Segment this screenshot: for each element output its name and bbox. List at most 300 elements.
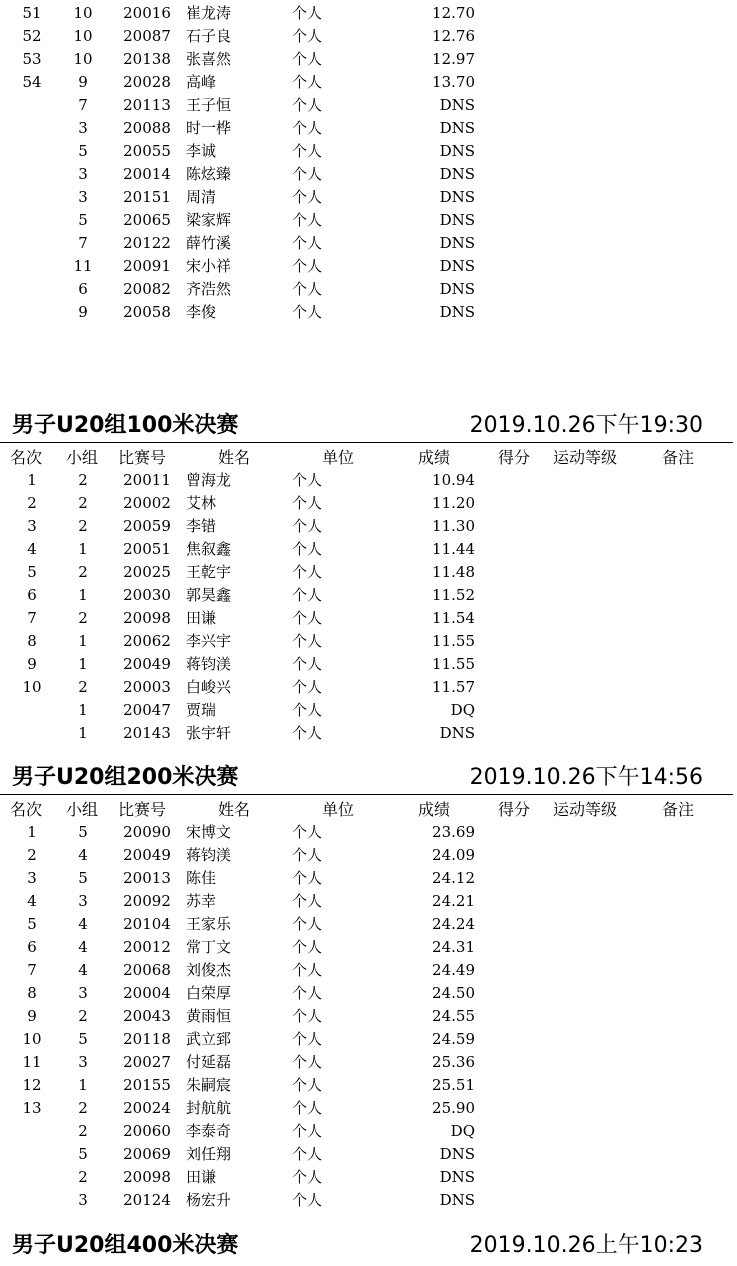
- group-cell: 5: [78, 823, 88, 841]
- header-points: 得分: [498, 448, 531, 467]
- event-title: 男子U20组200米决赛: [12, 765, 239, 790]
- table-row: [0, 699, 737, 722]
- group-cell: 1: [78, 632, 88, 650]
- table-row: [0, 538, 737, 561]
- athlete-name-cell: 陈佳: [186, 869, 217, 887]
- group-cell: 2: [78, 1122, 88, 1140]
- athlete-name-cell: 高峰: [186, 73, 217, 91]
- unit-cell: 个人: [292, 655, 323, 673]
- group-cell: 3: [78, 892, 88, 910]
- bib-cell: 20049: [123, 846, 171, 864]
- rank-cell: 10: [22, 1030, 42, 1048]
- table-row: [0, 25, 737, 48]
- table-row: [0, 913, 737, 936]
- athlete-name-cell: 时一桦: [186, 119, 232, 137]
- bib-cell: 20092: [123, 892, 171, 910]
- table-row: [0, 2, 737, 25]
- group-cell: 4: [78, 915, 88, 933]
- bib-cell: 20143: [123, 724, 171, 742]
- rank-cell: 9: [27, 1007, 37, 1025]
- unit-cell: 个人: [292, 563, 323, 581]
- table-row: [0, 1051, 737, 1074]
- group-cell: 3: [78, 188, 88, 206]
- table-row: [0, 1120, 737, 1143]
- bib-cell: 20113: [123, 96, 171, 114]
- rank-cell: 54: [22, 73, 42, 91]
- unit-cell: 个人: [292, 1168, 323, 1186]
- bib-cell: 20059: [123, 517, 171, 535]
- unit-cell: 个人: [292, 609, 323, 627]
- athlete-name-cell: 封航航: [186, 1099, 232, 1117]
- table-row: [0, 890, 737, 913]
- header-grade: 运动等级: [553, 800, 618, 819]
- group-cell: 2: [78, 494, 88, 512]
- result-cell: 24.31: [432, 938, 475, 956]
- result-cell: DNS: [439, 257, 475, 275]
- table-row: [0, 1097, 737, 1120]
- group-cell: 3: [78, 984, 88, 1002]
- event-title: 男子U20组400米决赛: [12, 1233, 239, 1258]
- header-result: 成绩: [418, 800, 451, 819]
- result-cell: 24.21: [432, 892, 475, 910]
- group-cell: 5: [78, 211, 88, 229]
- bib-cell: 20062: [123, 632, 171, 650]
- result-cell: 25.51: [432, 1076, 475, 1094]
- athlete-name-cell: 崔龙涛: [186, 4, 232, 22]
- group-cell: 7: [78, 96, 88, 114]
- table-row: [0, 492, 737, 515]
- table-row: [0, 278, 737, 301]
- athlete-name-cell: 薛竹溪: [186, 234, 232, 252]
- unit-cell: 个人: [292, 27, 323, 45]
- athlete-name-cell: 艾林: [186, 494, 217, 512]
- bib-cell: 20024: [123, 1099, 171, 1117]
- rank-cell: 6: [27, 938, 37, 956]
- rank-cell: 7: [27, 609, 37, 627]
- result-cell: 13.70: [432, 73, 475, 91]
- group-cell: 2: [78, 1099, 88, 1117]
- result-cell: DNS: [439, 119, 475, 137]
- table-row: [0, 1074, 737, 1097]
- table-row: [0, 561, 737, 584]
- bib-cell: 20027: [123, 1053, 171, 1071]
- group-cell: 2: [78, 517, 88, 535]
- bib-cell: 20003: [123, 678, 171, 696]
- bib-cell: 20087: [123, 27, 171, 45]
- table-row: [0, 867, 737, 890]
- header-grade: 运动等级: [553, 448, 618, 467]
- result-cell: DNS: [439, 165, 475, 183]
- group-cell: 2: [78, 471, 88, 489]
- athlete-name-cell: 白峻兴: [186, 678, 232, 696]
- table-row: [0, 982, 737, 1005]
- group-cell: 5: [78, 1030, 88, 1048]
- athlete-name-cell: 王子恒: [186, 96, 232, 114]
- table-row: [0, 1166, 737, 1189]
- result-cell: 11.52: [432, 586, 475, 604]
- table-header: [0, 446, 737, 469]
- rank-cell: 7: [27, 961, 37, 979]
- unit-cell: 个人: [292, 1030, 323, 1048]
- table-row: [0, 844, 737, 867]
- unit-cell: 个人: [292, 471, 323, 489]
- athlete-name-cell: 田谦: [186, 609, 217, 627]
- result-cell: DNS: [439, 96, 475, 114]
- result-cell: 11.55: [432, 632, 475, 650]
- unit-cell: 个人: [292, 50, 323, 68]
- rank-cell: 3: [27, 869, 37, 887]
- result-cell: 24.55: [432, 1007, 475, 1025]
- group-cell: 5: [78, 142, 88, 160]
- header-name: 姓名: [218, 448, 251, 467]
- result-cell: DNS: [439, 188, 475, 206]
- rank-cell: 2: [27, 846, 37, 864]
- rank-cell: 10: [22, 678, 42, 696]
- athlete-name-cell: 焦叙鑫: [186, 540, 232, 558]
- group-cell: 1: [78, 1076, 88, 1094]
- bib-cell: 20012: [123, 938, 171, 956]
- table-row: [0, 607, 737, 630]
- athlete-name-cell: 李俊: [186, 303, 217, 321]
- rank-cell: 4: [27, 892, 37, 910]
- athlete-name-cell: 刘任翔: [186, 1145, 232, 1163]
- athlete-name-cell: 刘俊杰: [186, 961, 232, 979]
- table-row: [0, 1005, 737, 1028]
- group-cell: 1: [78, 586, 88, 604]
- table-row: [0, 117, 737, 140]
- rank-cell: 2: [27, 494, 37, 512]
- group-cell: 4: [78, 938, 88, 956]
- result-cell: 25.36: [432, 1053, 475, 1071]
- table-row: [0, 676, 737, 699]
- group-cell: 10: [73, 50, 93, 68]
- athlete-name-cell: 张宇轩: [186, 724, 232, 742]
- bib-cell: 20051: [123, 540, 171, 558]
- bib-cell: 20090: [123, 823, 171, 841]
- athlete-name-cell: 苏幸: [186, 892, 217, 910]
- bib-cell: 20151: [123, 188, 171, 206]
- bib-cell: 20028: [123, 73, 171, 91]
- athlete-name-cell: 杨宏升: [186, 1191, 232, 1209]
- unit-cell: 个人: [292, 1191, 323, 1209]
- group-cell: 4: [78, 961, 88, 979]
- table-row: [0, 71, 737, 94]
- athlete-name-cell: 付延磊: [186, 1053, 232, 1071]
- header-name: 姓名: [218, 800, 251, 819]
- result-cell: 11.20: [432, 494, 475, 512]
- result-cell: 11.57: [432, 678, 475, 696]
- result-cell: 11.44: [432, 540, 475, 558]
- header-result: 成绩: [418, 448, 451, 467]
- bib-cell: 20122: [123, 234, 171, 252]
- result-cell: 11.54: [432, 609, 475, 627]
- bib-cell: 20030: [123, 586, 171, 604]
- bib-cell: 20065: [123, 211, 171, 229]
- rank-cell: 53: [22, 50, 42, 68]
- table-row: [0, 163, 737, 186]
- group-cell: 10: [73, 4, 93, 22]
- unit-cell: 个人: [292, 701, 323, 719]
- rank-cell: 5: [27, 915, 37, 933]
- bib-cell: 20088: [123, 119, 171, 137]
- athlete-name-cell: 李泰奇: [186, 1122, 232, 1140]
- table-row: [0, 722, 737, 745]
- group-cell: 1: [78, 701, 88, 719]
- athlete-name-cell: 李诚: [186, 142, 217, 160]
- athlete-name-cell: 武立郅: [186, 1030, 232, 1048]
- table-row: [0, 584, 737, 607]
- result-cell: DNS: [439, 211, 475, 229]
- table-row: [0, 1028, 737, 1051]
- athlete-name-cell: 陈炫臻: [186, 165, 232, 183]
- unit-cell: 个人: [292, 73, 323, 91]
- bib-cell: 20049: [123, 655, 171, 673]
- header-points: 得分: [498, 800, 531, 819]
- rank-cell: 8: [27, 984, 37, 1002]
- result-cell: DNS: [439, 142, 475, 160]
- header-unit: 单位: [322, 800, 355, 819]
- group-cell: 5: [78, 869, 88, 887]
- header-rank: 名次: [10, 800, 43, 819]
- group-cell: 1: [78, 540, 88, 558]
- unit-cell: 个人: [292, 1122, 323, 1140]
- result-cell: 11.55: [432, 655, 475, 673]
- table-header: [0, 798, 737, 821]
- rank-cell: 5: [27, 563, 37, 581]
- rank-cell: 4: [27, 540, 37, 558]
- athlete-name-cell: 朱嗣宸: [186, 1076, 232, 1094]
- athlete-name-cell: 张喜然: [186, 50, 232, 68]
- unit-cell: 个人: [292, 1145, 323, 1163]
- result-cell: DQ: [450, 701, 475, 719]
- athlete-name-cell: 王家乐: [186, 915, 232, 933]
- group-cell: 3: [78, 1191, 88, 1209]
- athlete-name-cell: 曾海龙: [186, 471, 232, 489]
- header-note: 备注: [662, 800, 695, 819]
- unit-cell: 个人: [292, 96, 323, 114]
- header-group: 小组: [66, 800, 99, 819]
- unit-cell: 个人: [292, 938, 323, 956]
- bib-cell: 20011: [123, 471, 171, 489]
- unit-cell: 个人: [292, 211, 323, 229]
- group-cell: 6: [78, 280, 88, 298]
- header-divider: [0, 442, 733, 443]
- bib-cell: 20138: [123, 50, 171, 68]
- result-cell: 23.69: [432, 823, 475, 841]
- rank-cell: 13: [22, 1099, 42, 1117]
- result-cell: 24.50: [432, 984, 475, 1002]
- event-title: 男子U20组100米决赛: [12, 413, 239, 438]
- table-row: [0, 1143, 737, 1166]
- result-cell: 24.49: [432, 961, 475, 979]
- unit-cell: 个人: [292, 632, 323, 650]
- table-row: [0, 209, 737, 232]
- rank-cell: 12: [22, 1076, 42, 1094]
- result-cell: DNS: [439, 234, 475, 252]
- unit-cell: 个人: [292, 280, 323, 298]
- result-cell: 12.70: [432, 4, 475, 22]
- result-cell: DNS: [439, 1191, 475, 1209]
- unit-cell: 个人: [292, 1076, 323, 1094]
- result-cell: 12.97: [432, 50, 475, 68]
- athlete-name-cell: 石子良: [186, 27, 232, 45]
- table-row: [0, 515, 737, 538]
- result-cell: DNS: [439, 303, 475, 321]
- bib-cell: 20098: [123, 1168, 171, 1186]
- group-cell: 4: [78, 846, 88, 864]
- table-row: [0, 1189, 737, 1212]
- result-cell: 10.94: [432, 471, 475, 489]
- result-cell: 24.59: [432, 1030, 475, 1048]
- unit-cell: 个人: [292, 961, 323, 979]
- rank-cell: 6: [27, 586, 37, 604]
- table-row: [0, 48, 737, 71]
- bib-cell: 20058: [123, 303, 171, 321]
- unit-cell: 个人: [292, 984, 323, 1002]
- athlete-name-cell: 蒋钧渼: [186, 846, 232, 864]
- unit-cell: 个人: [292, 892, 323, 910]
- athlete-name-cell: 白荣厚: [186, 984, 232, 1002]
- table-row: [0, 140, 737, 163]
- group-cell: 3: [78, 165, 88, 183]
- bib-cell: 20068: [123, 961, 171, 979]
- rank-cell: 9: [27, 655, 37, 673]
- rank-cell: 8: [27, 632, 37, 650]
- bib-cell: 20002: [123, 494, 171, 512]
- bib-cell: 20025: [123, 563, 171, 581]
- unit-cell: 个人: [292, 823, 323, 841]
- header-rank: 名次: [10, 448, 43, 467]
- group-cell: 5: [78, 1145, 88, 1163]
- unit-cell: 个人: [292, 869, 323, 887]
- group-cell: 11: [73, 257, 93, 275]
- group-cell: 2: [78, 1168, 88, 1186]
- table-row: [0, 821, 737, 844]
- rank-cell: 1: [27, 471, 37, 489]
- bib-cell: 20060: [123, 1122, 171, 1140]
- bib-cell: 20069: [123, 1145, 171, 1163]
- header-note: 备注: [662, 448, 695, 467]
- athlete-name-cell: 贾瑞: [186, 701, 217, 719]
- group-cell: 3: [78, 119, 88, 137]
- athlete-name-cell: 黄雨恒: [186, 1007, 232, 1025]
- result-cell: DNS: [439, 724, 475, 742]
- group-cell: 2: [78, 609, 88, 627]
- result-cell: 24.12: [432, 869, 475, 887]
- bib-cell: 20014: [123, 165, 171, 183]
- athlete-name-cell: 王乾宇: [186, 563, 232, 581]
- bib-cell: 20055: [123, 142, 171, 160]
- unit-cell: 个人: [292, 165, 323, 183]
- bib-cell: 20016: [123, 4, 171, 22]
- table-row: [0, 232, 737, 255]
- unit-cell: 个人: [292, 1007, 323, 1025]
- table-row: [0, 469, 737, 492]
- result-cell: DQ: [450, 1122, 475, 1140]
- table-row: [0, 959, 737, 982]
- result-cell: 24.24: [432, 915, 475, 933]
- unit-cell: 个人: [292, 1053, 323, 1071]
- table-row: [0, 186, 737, 209]
- unit-cell: 个人: [292, 119, 323, 137]
- group-cell: 10: [73, 27, 93, 45]
- unit-cell: 个人: [292, 142, 323, 160]
- athlete-name-cell: 李错: [186, 517, 217, 535]
- athlete-name-cell: 李兴宇: [186, 632, 232, 650]
- table-row: [0, 255, 737, 278]
- athlete-name-cell: 常丁文: [186, 938, 232, 956]
- group-cell: 2: [78, 678, 88, 696]
- group-cell: 1: [78, 724, 88, 742]
- athlete-name-cell: 郭昊鑫: [186, 586, 232, 604]
- bib-cell: 20124: [123, 1191, 171, 1209]
- result-cell: 12.76: [432, 27, 475, 45]
- athlete-name-cell: 宋小祥: [186, 257, 232, 275]
- group-cell: 1: [78, 655, 88, 673]
- header-unit: 单位: [322, 448, 355, 467]
- unit-cell: 个人: [292, 846, 323, 864]
- header-group: 小组: [66, 448, 99, 467]
- bib-cell: 20047: [123, 701, 171, 719]
- table-row: [0, 301, 737, 324]
- header-bib: 比赛号: [118, 448, 167, 467]
- bib-cell: 20082: [123, 280, 171, 298]
- bib-cell: 20043: [123, 1007, 171, 1025]
- result-cell: DNS: [439, 280, 475, 298]
- unit-cell: 个人: [292, 188, 323, 206]
- athlete-name-cell: 齐浩然: [186, 280, 232, 298]
- group-cell: 2: [78, 1007, 88, 1025]
- rank-cell: 11: [22, 1053, 42, 1071]
- athlete-name-cell: 宋博文: [186, 823, 232, 841]
- rank-cell: 51: [22, 4, 42, 22]
- event-datetime: 2019.10.26下午19:30: [469, 413, 703, 438]
- bib-cell: 20155: [123, 1076, 171, 1094]
- result-cell: 11.30: [432, 517, 475, 535]
- bib-cell: 20004: [123, 984, 171, 1002]
- unit-cell: 个人: [292, 303, 323, 321]
- bib-cell: 20013: [123, 869, 171, 887]
- table-row: [0, 94, 737, 117]
- athlete-name-cell: 梁家辉: [186, 211, 232, 229]
- group-cell: 9: [78, 73, 88, 91]
- unit-cell: 个人: [292, 540, 323, 558]
- unit-cell: 个人: [292, 517, 323, 535]
- unit-cell: 个人: [292, 4, 323, 22]
- bib-cell: 20098: [123, 609, 171, 627]
- unit-cell: 个人: [292, 586, 323, 604]
- result-cell: DNS: [439, 1168, 475, 1186]
- table-row: [0, 936, 737, 959]
- table-row: [0, 653, 737, 676]
- unit-cell: 个人: [292, 494, 323, 512]
- athlete-name-cell: 田谦: [186, 1168, 217, 1186]
- unit-cell: 个人: [292, 1099, 323, 1117]
- unit-cell: 个人: [292, 234, 323, 252]
- group-cell: 9: [78, 303, 88, 321]
- header-divider: [0, 794, 733, 795]
- rank-cell: 52: [22, 27, 42, 45]
- rank-cell: 1: [27, 823, 37, 841]
- table-row: [0, 630, 737, 653]
- athlete-name-cell: 蒋钧渼: [186, 655, 232, 673]
- header-bib: 比赛号: [118, 800, 167, 819]
- unit-cell: 个人: [292, 724, 323, 742]
- result-cell: 25.90: [432, 1099, 475, 1117]
- group-cell: 7: [78, 234, 88, 252]
- unit-cell: 个人: [292, 915, 323, 933]
- event-datetime: 2019.10.26下午14:56: [469, 765, 703, 790]
